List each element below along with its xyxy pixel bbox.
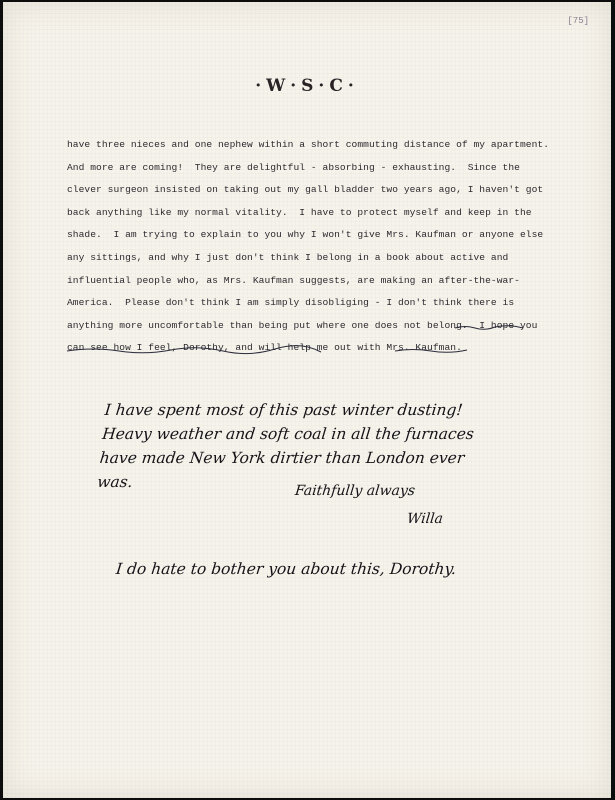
typed-line: clever surgeon insisted on taking out my gall bladder two years ago, I haven't got bbox=[67, 184, 544, 196]
typed-line: influential people who, as Mrs. Kaufman suggests, are making an after-the-war- bbox=[67, 274, 520, 286]
typed-line: And more are coming! They are delightful - absorbing - exhausting. Since the bbox=[67, 161, 520, 173]
closing: Faithfully always bbox=[294, 483, 416, 499]
handwritten-paragraph bbox=[96, 398, 478, 494]
typed-line: anything more uncomfortable than being put where one does not belong. I hope you bbox=[67, 319, 538, 331]
hand-line: was. bbox=[96, 473, 134, 491]
typed-line: have three nieces and one nephew within a short commuting distance of my apartment. bbox=[67, 139, 549, 150]
signature: Willa bbox=[406, 511, 444, 527]
typed-line: America. Please don't think I am simply disobliging - I don't think there is bbox=[67, 297, 515, 309]
postscript: I do hate to bother you about this, Dorothy. bbox=[115, 560, 458, 578]
hand-line: I have spent most of this past winter dusting! bbox=[103, 401, 464, 419]
letterhead-monogram: ·W·S·C· bbox=[255, 76, 359, 96]
typed-line: any sittings, and why I just don't think I belong in a book about active and bbox=[67, 251, 509, 263]
typed-line: shade. I am trying to explain to you why I won't give Mrs. Kaufman or anyone else bbox=[67, 229, 544, 241]
typed-line: back anything like my normal vitality. I have to protect myself and keep in the bbox=[67, 206, 532, 218]
letter-page bbox=[3, 2, 611, 798]
hand-line: have made New York dirtier than London ever bbox=[98, 449, 466, 467]
typed-body bbox=[67, 134, 587, 360]
hand-line: Heavy weather and soft coal in all the furnaces bbox=[101, 425, 475, 443]
page-number: [75] bbox=[567, 16, 589, 26]
typed-line: can see how I feel, Dorothy, and will help me out with Mrs. Kaufman. bbox=[67, 342, 462, 354]
